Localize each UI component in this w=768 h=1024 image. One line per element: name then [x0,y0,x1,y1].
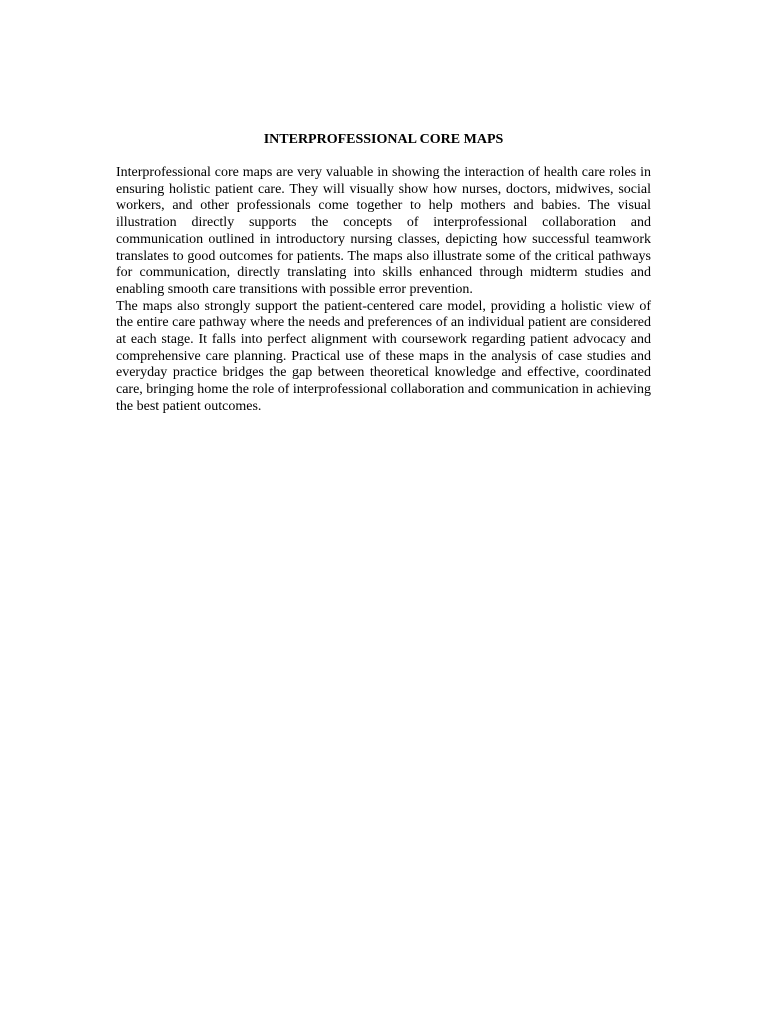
document-body [116,131,651,416]
document-title: INTERPROFESSIONAL CORE MAPS [263,132,504,147]
paragraph-2: The maps also strongly support the patient-centered care model, providing a holistic view of the entire care pathway where the needs and preferences of an individual patient are considered at each stage. It falls into perfect alignment with coursework regarding patient advocacy and comprehensive care planning. Practical use of these maps in the analysis of case studies and everyday practice bridges the gap between theoretical knowledge and effective, coordinated care, bringing home the role of interprofessional collaboration and communication in achieving the best patient outcomes. [116,298,651,414]
paragraph-1: Interprofessional core maps are very valuable in showing the interaction of health care roles in ensuring holistic patient care. They will visually show how nurses, doctors, midwives, social workers, and other professionals come together to help mothers and babies. The visual illustration directly supports the concepts of interprofessional collaboration and communication outlined in introductory nursing classes, depicting how successful teamwork translates to good outcomes for patients. The maps also illustrate some of the critical pathways for communication, directly translating into skills enhanced through midterm studies and enabling smooth care transitions with possible error prevention. [116,165,651,297]
